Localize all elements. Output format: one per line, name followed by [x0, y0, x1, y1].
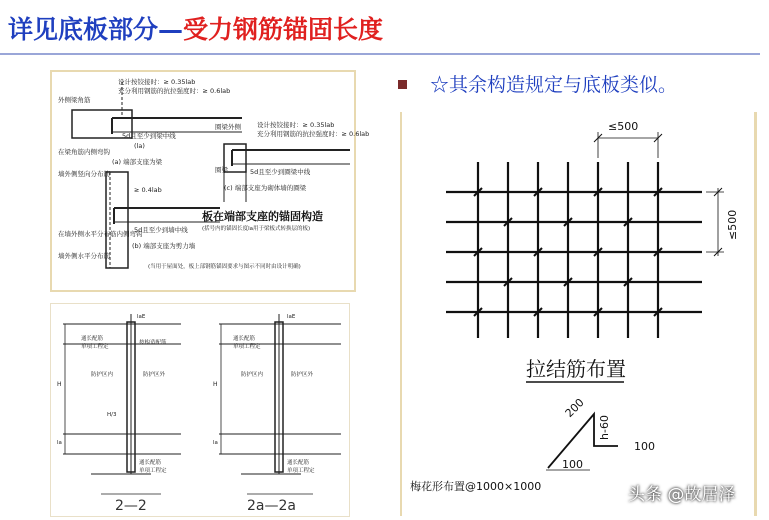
s22-label-10: 通长配筋: [139, 460, 162, 466]
s2a-label-1: laE: [287, 314, 296, 320]
note-c-3: 设计按铰接时：≥ 0.35lab: [257, 121, 335, 129]
dim-100-left-label: 100: [562, 458, 583, 471]
slide-title-part2: 受力钢筋锚固长度: [183, 15, 384, 44]
spacing-top-label: ≤500: [608, 120, 639, 133]
s2a-label-4: 防护区内: [241, 372, 264, 378]
note-a-3: 外侧梁角筋: [58, 96, 91, 104]
watermark-text: 头条 @故居泽: [628, 485, 736, 505]
s22-label-8: H/3: [107, 412, 117, 418]
note-c-2: 圈梁: [215, 166, 228, 174]
note-a-6: (la): [134, 142, 145, 150]
tie-bar-layout-drawing: [400, 112, 757, 516]
s22-label-3: 单项工程定: [81, 344, 109, 350]
slide-title: [8, 10, 383, 50]
s2a-label-7: la: [213, 440, 218, 446]
drawing-heading: 板在端部支座的锚固构造: [202, 210, 323, 223]
dim-200-label: 200: [562, 395, 587, 421]
s22-label-11: 单项工程定: [139, 468, 167, 474]
layout-note: 梅花形布置@1000×1000: [410, 480, 542, 493]
s22-label-5: 防护区内: [91, 372, 114, 378]
note-a-4: 在梁角筋内侧弯钩: [58, 148, 110, 156]
note-c-5: 5d且至少到圈梁中线: [250, 168, 311, 176]
title-underline: [0, 53, 760, 55]
note-b-1: 墙外侧竖向分布筋: [58, 170, 110, 178]
note-b-5: 墙外侧水平分布筋: [58, 252, 110, 260]
note-b-4: 在墙外侧水平分布筋内侧弯钩: [58, 230, 143, 238]
drawing-note-1: (括号内的锚固长度la用于梁板式转换层的板): [202, 226, 311, 232]
s2a-label-3: 单项工程定: [233, 344, 261, 350]
s22-label-4: 按构造配筋: [139, 340, 167, 346]
drawing-note-2: (当用于屋面处，板上部钢筋锚固要求与图示不同时由设计明确): [148, 264, 301, 270]
caption-c: (c) 端部支座为砌体墙的圈梁: [224, 184, 307, 192]
note-b-3: 5d且至少到墙中线: [134, 226, 188, 234]
end-support-anchorage-drawing: [50, 70, 370, 292]
note-a-1: 设计按铰接时：≥ 0.35lab: [118, 78, 196, 86]
s2a-label-6: H: [213, 381, 218, 388]
s22-label-7: H: [57, 381, 62, 388]
slide-title-part1: 详见底板部分—: [8, 15, 184, 44]
s2a-label-8: 通长配筋: [287, 460, 310, 466]
caption-a: (a) 端部支座为梁: [112, 158, 163, 166]
s2a-label-5: 防护区外: [291, 372, 314, 378]
bullet-note: ☆其余构造规定与底板类似。: [430, 74, 678, 96]
s22-label-1: laE: [137, 314, 146, 320]
wall-section-svg: [51, 304, 349, 516]
s2a-label-9: 单项工程定: [287, 468, 315, 474]
note-a-2: 充分利用钢筋的抗拉强度时：≥ 0.6lab: [118, 87, 231, 95]
section-2a-2a: [213, 314, 341, 514]
wall-section-drawing: [50, 303, 350, 517]
bullet-square-icon: [398, 80, 407, 89]
tie-bar-layout-svg: [402, 112, 754, 516]
note-c-1: 圈梁外侧: [215, 123, 241, 131]
dim-100-right-label: 100: [634, 440, 655, 453]
section-2-2: [57, 314, 181, 514]
note-c-4: 充分利用钢筋的抗拉强度时：≥ 0.6lab: [257, 130, 370, 138]
s22-label-9: la: [57, 440, 62, 446]
s2a-label-2: 通长配筋: [233, 336, 256, 342]
section-caption-2-2: 2—2: [115, 498, 147, 514]
section-caption-2a-2a: 2a—2a: [247, 498, 296, 514]
note-b-2: ≥ 0.4lab: [134, 186, 162, 194]
s22-label-2: 通长配筋: [81, 336, 104, 342]
grid-caption: 拉结筋布置: [526, 357, 626, 381]
caption-b: (b) 端部支座为剪力墙: [132, 242, 196, 250]
spacing-side-label: ≤500: [726, 209, 739, 240]
note-a-5: 5d且至少到梁中线: [122, 132, 176, 140]
dim-h60-label: h-60: [598, 415, 611, 440]
s22-label-6: 防护区外: [143, 372, 166, 378]
end-support-anchorage-svg: [52, 72, 370, 290]
